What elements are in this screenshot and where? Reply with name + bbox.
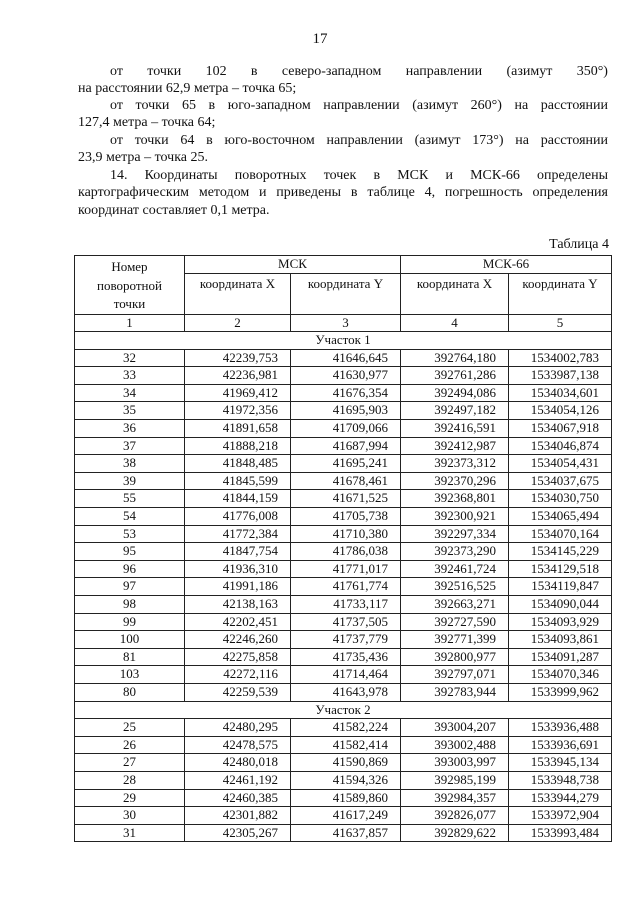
coordinate-cell: 41714,464 [291,666,401,684]
coordinate-cell: 41637,857 [291,824,401,842]
coordinate-cell: 41888,218 [185,437,291,455]
column-number: 2 [185,314,291,332]
coordinate-cell: 1534065,494 [509,508,612,526]
paragraph-line: от точки 65 в юго-западном направлении (азимут 260°) на расстоянии [110,98,608,113]
coordinate-cell: 393003,997 [401,754,509,772]
coordinate-cell: 393004,207 [401,719,509,737]
table-body [75,332,612,842]
coordinate-cell: 41646,645 [291,349,401,367]
word: от [110,64,123,79]
coordinate-cell: 392300,921 [401,508,509,526]
section-row [75,332,612,350]
coordinate-cell: 392829,622 [401,824,509,842]
coordinate-cell: 41687,994 [291,437,401,455]
table-row [75,754,612,772]
paragraph-direction-64-25 [78,132,608,167]
coordinate-cell: 41891,658 [185,420,291,438]
coordinate-cell: 41845,599 [185,472,291,490]
header-coord-y: координата Y [291,274,401,314]
coordinate-cell: 41589,860 [291,789,401,807]
coordinate-cell: 41705,738 [291,508,401,526]
coordinate-cell: 41969,412 [185,384,291,402]
table-row [75,683,612,701]
point-number-cell: 100 [75,631,185,649]
coordinate-cell: 41582,224 [291,719,401,737]
table-row [75,384,612,402]
coordinate-cell: 392826,077 [401,807,509,825]
coordinate-cell: 1534091,287 [509,648,612,666]
coordinate-cell: 41695,903 [291,402,401,420]
coordinate-cell: 42246,260 [185,631,291,649]
coordinate-cell: 393002,488 [401,736,509,754]
coordinate-cell: 1534034,601 [509,384,612,402]
coordinate-cell: 41761,774 [291,578,401,596]
paragraph-line: 23,9 метра – точка 25. [78,150,208,166]
paragraph-direction-102-65 [78,63,608,98]
header-point-number: Номер поворотной точки [75,256,185,315]
paragraph-line: на расстоянии 62,9 метра – точка 65; [78,81,297,97]
coordinate-cell: 41695,241 [291,455,401,473]
coordinate-cell: 42461,192 [185,771,291,789]
point-number-cell: 81 [75,648,185,666]
coordinate-cell: 41772,384 [185,525,291,543]
coordinate-cell: 1534090,044 [509,596,612,614]
table-row [75,596,612,614]
point-number-cell: 32 [75,349,185,367]
coordinate-cell: 1533936,691 [509,736,612,754]
table-row [75,525,612,543]
point-number-cell: 98 [75,596,185,614]
coordinate-cell: 392494,086 [401,384,509,402]
coordinate-cell: 42202,451 [185,613,291,631]
table-caption: Таблица 4 [549,237,609,252]
table-row [75,543,612,561]
table-row [75,771,612,789]
point-number-cell: 80 [75,683,185,701]
point-number-cell: 30 [75,807,185,825]
column-number: 1 [75,314,185,332]
coordinate-cell: 41737,779 [291,631,401,649]
table-row [75,420,612,438]
point-number-cell: 34 [75,384,185,402]
table-row [75,402,612,420]
header-coord-x: координата X [185,274,291,314]
header-msk-66: МСК-66 [401,256,612,274]
coordinate-cell: 392297,334 [401,525,509,543]
coordinate-cell: 1534002,783 [509,349,612,367]
point-number-cell: 54 [75,508,185,526]
coordinate-cell: 42305,267 [185,824,291,842]
coordinate-cell: 41617,249 [291,807,401,825]
coordinate-cell: 42259,539 [185,683,291,701]
coordinate-cell: 1534070,164 [509,525,612,543]
page-number: 17 [312,31,328,47]
coordinate-cell: 42460,385 [185,789,291,807]
coordinate-cell: 42239,753 [185,349,291,367]
coordinate-cell: 1534093,861 [509,631,612,649]
coordinate-cell: 1534054,126 [509,402,612,420]
point-number-cell: 27 [75,754,185,772]
coordinate-cell: 41594,326 [291,771,401,789]
coordinate-cell: 42478,575 [185,736,291,754]
coordinate-cell: 41643,978 [291,683,401,701]
word: 102 [205,64,227,79]
point-number-cell: 103 [75,666,185,684]
point-number-cell: 31 [75,824,185,842]
coordinate-cell: 1534037,675 [509,472,612,490]
column-number: 4 [401,314,509,332]
coordinate-cell: 1533936,488 [509,719,612,737]
coordinate-cell: 1533945,134 [509,754,612,772]
coordinate-cell: 41678,461 [291,472,401,490]
table-row [75,578,612,596]
coordinate-cell: 42480,018 [185,754,291,772]
header-coord-y-msk66: координата Y [509,274,612,314]
coordinate-cell: 392373,290 [401,543,509,561]
coordinate-cell: 42275,858 [185,648,291,666]
coordinate-cell: 41735,436 [291,648,401,666]
coordinate-cell: 392497,182 [401,402,509,420]
table-row [75,437,612,455]
coordinate-cell: 392416,591 [401,420,509,438]
table-row [75,367,612,385]
point-number-cell: 35 [75,402,185,420]
coordinate-cell: 1534119,847 [509,578,612,596]
point-number-cell: 55 [75,490,185,508]
coordinate-cell: 392368,801 [401,490,509,508]
coordinate-cell: 392984,357 [401,789,509,807]
header-coord-x-msk66: координата X [401,274,509,314]
coordinate-cell: 392516,525 [401,578,509,596]
coordinate-cell: 392727,590 [401,613,509,631]
coordinate-cell: 41582,414 [291,736,401,754]
table-row [75,508,612,526]
word: северо-западном [281,64,382,79]
point-number-cell: 99 [75,613,185,631]
column-number: 5 [509,314,612,332]
point-number-cell: 28 [75,771,185,789]
table-row [75,666,612,684]
coordinate-cell: 1534030,750 [509,490,612,508]
paragraph-line [78,63,608,80]
coordinate-cell: 42138,163 [185,596,291,614]
coordinate-cell: 392783,944 [401,683,509,701]
section-title: Участок 2 [75,701,612,719]
coordinate-cell: 41786,038 [291,543,401,561]
table-row [75,789,612,807]
coordinate-cell: 41671,525 [291,490,401,508]
coordinate-cell: 392370,296 [401,472,509,490]
section-title: Участок 1 [75,332,612,350]
coordinate-cell: 41590,869 [291,754,401,772]
coordinate-cell: 1533999,962 [509,683,612,701]
point-number-cell: 37 [75,437,185,455]
coordinate-cell: 1534145,229 [509,543,612,561]
table-row [75,455,612,473]
coordinate-cell: 42301,882 [185,807,291,825]
coordinate-cell: 41676,354 [291,384,401,402]
coordinate-cell: 1534046,874 [509,437,612,455]
column-number-row [75,314,612,332]
coordinate-cell: 41972,356 [185,402,291,420]
coordinate-cell: 41936,310 [185,560,291,578]
coordinate-cell: 41630,977 [291,367,401,385]
header-msk: МСК [185,256,401,274]
coordinate-cell: 42236,981 [185,367,291,385]
coordinate-cell: 392412,987 [401,437,509,455]
word: 350°) [576,64,608,79]
word: в [250,64,258,79]
table-row [75,560,612,578]
coordinate-cell: 392663,271 [401,596,509,614]
coordinate-cell: 41844,159 [185,490,291,508]
table-row [75,736,612,754]
coordinates-table [74,255,612,842]
coordinate-cell: 392800,977 [401,648,509,666]
coordinate-cell: 41737,505 [291,613,401,631]
section-row [75,701,612,719]
point-number-cell: 95 [75,543,185,561]
coordinate-cell: 42480,295 [185,719,291,737]
coordinate-cell: 1533972,904 [509,807,612,825]
column-number: 3 [291,314,401,332]
paragraph-line: 127,4 метра – точка 64; [78,115,216,131]
table-row [75,613,612,631]
coordinate-cell: 392373,312 [401,455,509,473]
paragraph-line: от точки 64 в юго-восточном направлении (азимут 173°) на расстоянии [110,133,608,148]
coordinate-cell: 1534070,346 [509,666,612,684]
paragraph-direction-65-64 [78,97,608,132]
point-number-cell: 25 [75,719,185,737]
coordinate-cell: 1533987,138 [509,367,612,385]
coordinate-cell: 1533993,484 [509,824,612,842]
coordinate-cell: 41733,117 [291,596,401,614]
point-number-cell: 96 [75,560,185,578]
word: направлении [405,64,483,79]
point-number-cell: 97 [75,578,185,596]
coordinate-cell: 392985,199 [401,771,509,789]
coordinate-cell: 41710,380 [291,525,401,543]
table-row [75,472,612,490]
point-number-cell: 33 [75,367,185,385]
coordinate-cell: 41848,485 [185,455,291,473]
point-number-cell: 39 [75,472,185,490]
paragraph-line: картографическим методом и приведены в таблице 4, погрешность определения [78,185,608,201]
table-header-row [75,256,612,274]
coordinate-cell: 42272,116 [185,666,291,684]
point-number-cell: 29 [75,789,185,807]
point-number-cell: 53 [75,525,185,543]
coordinate-cell: 392461,724 [401,560,509,578]
table-row [75,490,612,508]
coordinate-cell: 41847,754 [185,543,291,561]
paragraph-line: координат составляет 0,1 метра. [78,202,270,218]
coordinate-cell: 1533948,738 [509,771,612,789]
paragraph-coordinates-note [78,167,608,219]
coordinate-cell: 1533944,279 [509,789,612,807]
word: (азимут [506,64,553,79]
table-row [75,719,612,737]
point-number-cell: 26 [75,736,185,754]
coordinate-cell: 41991,186 [185,578,291,596]
coordinate-cell: 1534054,431 [509,455,612,473]
coordinate-cell: 41776,008 [185,508,291,526]
table-row [75,631,612,649]
coordinate-cell: 392761,286 [401,367,509,385]
coordinate-cell: 1534093,929 [509,613,612,631]
point-number-cell: 38 [75,455,185,473]
table-row [75,824,612,842]
coordinate-cell: 1534129,518 [509,560,612,578]
paragraph-line: 14. Координаты поворотных точек в МСК и МСК-66 определены [110,168,608,183]
coordinate-cell: 392797,071 [401,666,509,684]
coordinate-cell: 41709,066 [291,420,401,438]
table-row [75,648,612,666]
coordinate-cell: 41771,017 [291,560,401,578]
point-number-cell: 36 [75,420,185,438]
table-row [75,807,612,825]
coordinate-cell: 392771,399 [401,631,509,649]
coordinate-cell: 392764,180 [401,349,509,367]
table-row [75,349,612,367]
word: точки [147,64,182,79]
coordinate-cell: 1534067,918 [509,420,612,438]
